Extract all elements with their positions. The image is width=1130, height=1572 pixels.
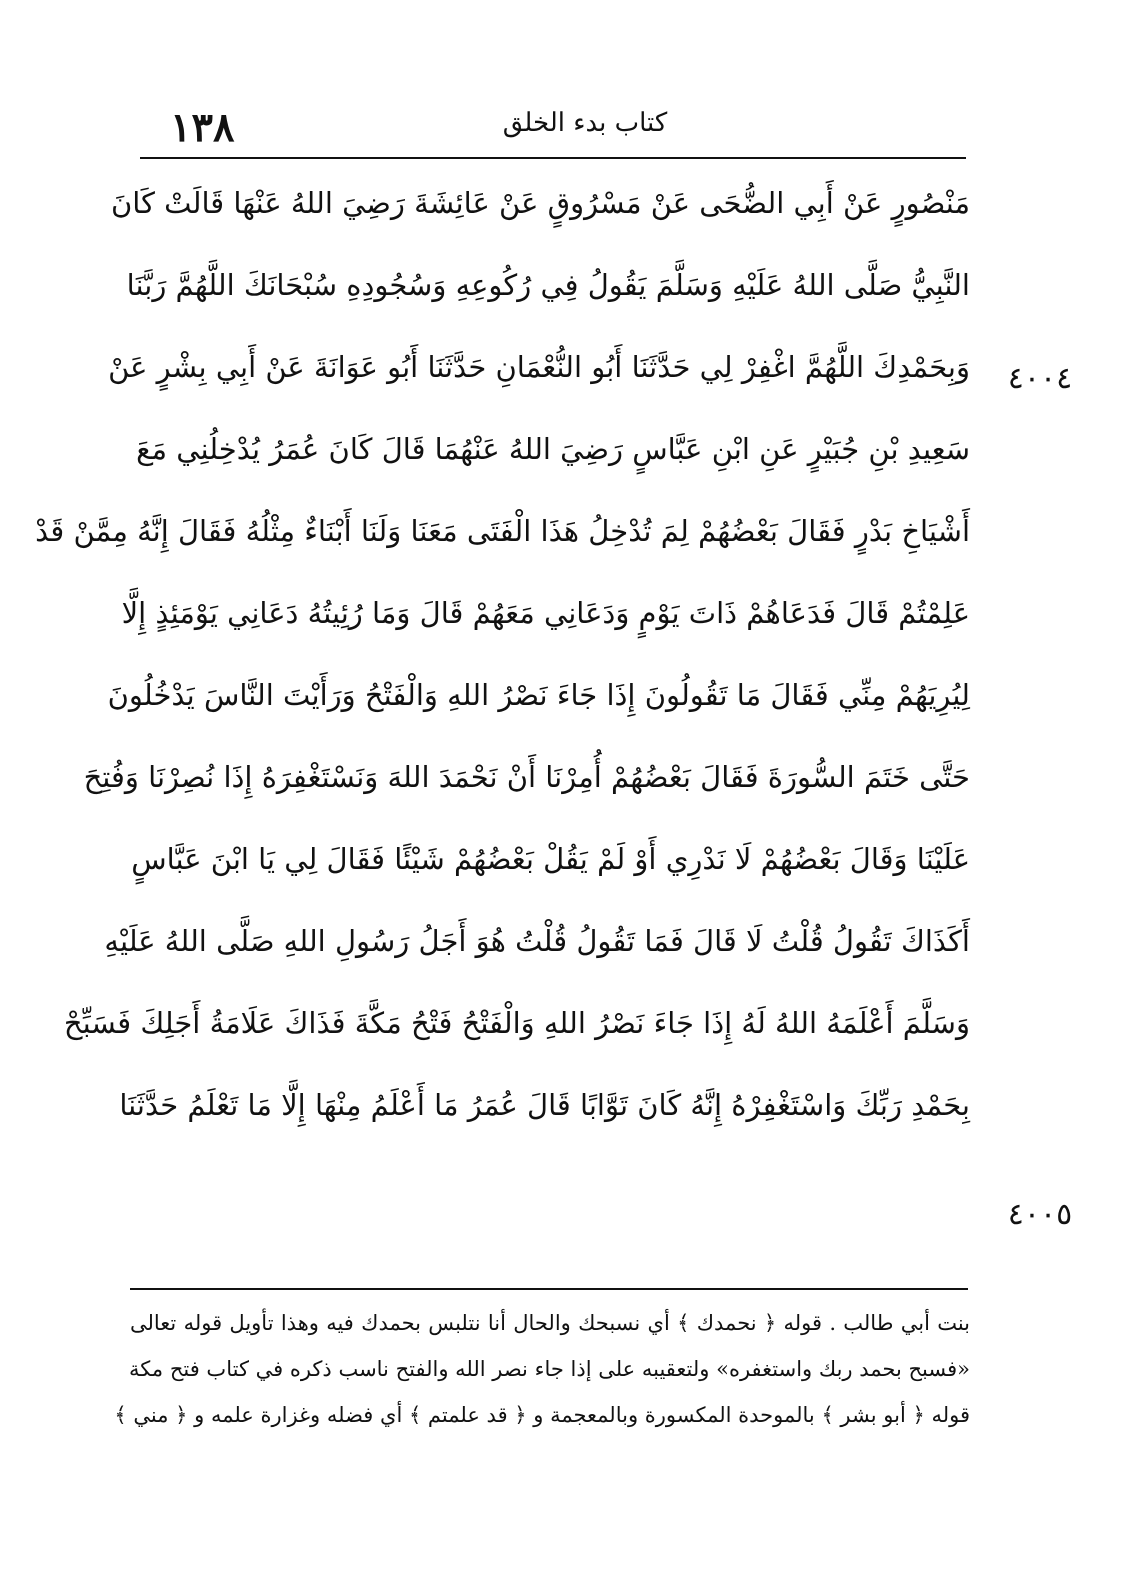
text-line: لِيُرِيَهُمْ مِنِّي فَقَالَ مَا تَقُولُونَ إِذَا جَاءَ نَصْرُ اللهِ وَالْفَتْحُ وَرَأَيْتَ النَّاسَ يَدْخُلُونَ xyxy=(107,678,970,712)
text-line: عَلَيْنَا وَقَالَ بَعْضُهُمْ لَا نَدْرِي أَوْ لَمْ يَقُلْ بَعْضُهُمْ شَيْئًا فَقَالَ لِي يَا ابْنَ عَبَّاسٍ xyxy=(131,842,970,876)
text-line: مَنْصُورٍ عَنْ أَبِي الضُّحَى عَنْ مَسْرُوقٍ عَنْ عَائِشَةَ رَضِيَ اللهُ عَنْهَا قَالَتْ كَانَ xyxy=(111,186,970,220)
text-line: أَشْيَاخِ بَدْرٍ فَقَالَ بَعْضُهُمْ لِمَ تُدْخِلُ هَذَا الْفَتَى مَعَنَا وَلَنَا أَبْنَاءٌ مِثْلُهُ فَقَالَ إِنَّهُ مِمَّنْ قَدْ xyxy=(35,514,970,548)
footnote-line: بنت أبي طالب . قوله ﴿ نحمدك ﴾ أي نسبحك والحال أنا نتلبس بحمدك فيه وهذا تأويل قوله تعالى xyxy=(130,1311,970,1335)
page-number: ١٣٨ xyxy=(170,104,235,151)
hadith-number: ٤٠٠٤ xyxy=(1007,361,1073,396)
text-line: حَتَّى خَتَمَ السُّورَةَ فَقَالَ بَعْضُهُمْ أُمِرْنَا أَنْ نَحْمَدَ اللهَ وَنَسْتَغْفِرَهُ إِذَا نُصِرْنَا وَفُتِحَ xyxy=(83,760,970,794)
hadith-number: ٤٠٠٥ xyxy=(1007,1197,1073,1232)
text-line: أَكَذَاكَ تَقُولُ قُلْتُ لَا قَالَ فَمَا تَقُولُ قُلْتُ هُوَ أَجَلُ رَسُولِ اللهِ صَلَّى اللهُ عَلَيْهِ xyxy=(104,924,970,958)
footnote-line: قوله ﴿ أبو بشر ﴾ بالموحدة المكسورة وبالمعجمة و ﴿ قد علمتم ﴾ أي فضله وغزارة علمه و ﴿ مني ﴾ xyxy=(114,1403,970,1427)
text-line: بِحَمْدِ رَبِّكَ وَاسْتَغْفِرْهُ إِنَّهُ كَانَ تَوَّابًا قَالَ عُمَرُ مَا أَعْلَمُ مِنْهَا إِلَّا مَا تَعْلَمُ حَدَّثَنَا xyxy=(119,1088,970,1122)
header-rule xyxy=(140,157,966,159)
text-line: عَلِمْتُمْ قَالَ فَدَعَاهُمْ ذَاتَ يَوْمٍ وَدَعَانِي مَعَهُمْ قَالَ وَمَا رُئِيتُهُ دَعَانِي يَوْمَئِذٍ إِلَّا xyxy=(121,596,970,630)
page-header xyxy=(120,98,968,158)
running-title: كتاب بدء الخلق xyxy=(502,108,668,138)
footnote-line: «فسبح بحمد ربك واستغفره» ولتعقيبه على إذا جاء نصر الله والفتح ناسب ذكره في كتاب فتح مكة xyxy=(129,1357,970,1381)
text-line: النَّبِيُّ صَلَّى اللهُ عَلَيْهِ وَسَلَّمَ يَقُولُ فِي رُكُوعِهِ وَسُجُودِهِ سُبْحَانَكَ اللَّهُمَّ رَبَّنَا xyxy=(126,268,970,302)
main-text xyxy=(35,162,970,1146)
text-line: سَعِيدِ بْنِ جُبَيْرٍ عَنِ ابْنِ عَبَّاسٍ رَضِيَ اللهُ عَنْهُمَا قَالَ كَانَ عُمَرُ يُدْخِلُنِي مَعَ xyxy=(136,432,970,466)
footnote-rule xyxy=(130,1288,968,1290)
text-line: وَسَلَّمَ أَعْلَمَهُ اللهُ لَهُ إِذَا جَاءَ نَصْرُ اللهِ وَالْفَتْحُ فَتْحُ مَكَّةَ فَذَاكَ عَلَامَةُ أَجَلِكَ فَسَبِّحْ xyxy=(63,1006,970,1040)
footnotes xyxy=(114,1300,970,1438)
text-line: وَبِحَمْدِكَ اللَّهُمَّ اغْفِرْ لِي حَدَّثَنَا أَبُو النُّعْمَانِ حَدَّثَنَا أَبُو عَوَانَةَ عَنْ أَبِي بِشْرٍ عَنْ xyxy=(108,350,970,384)
